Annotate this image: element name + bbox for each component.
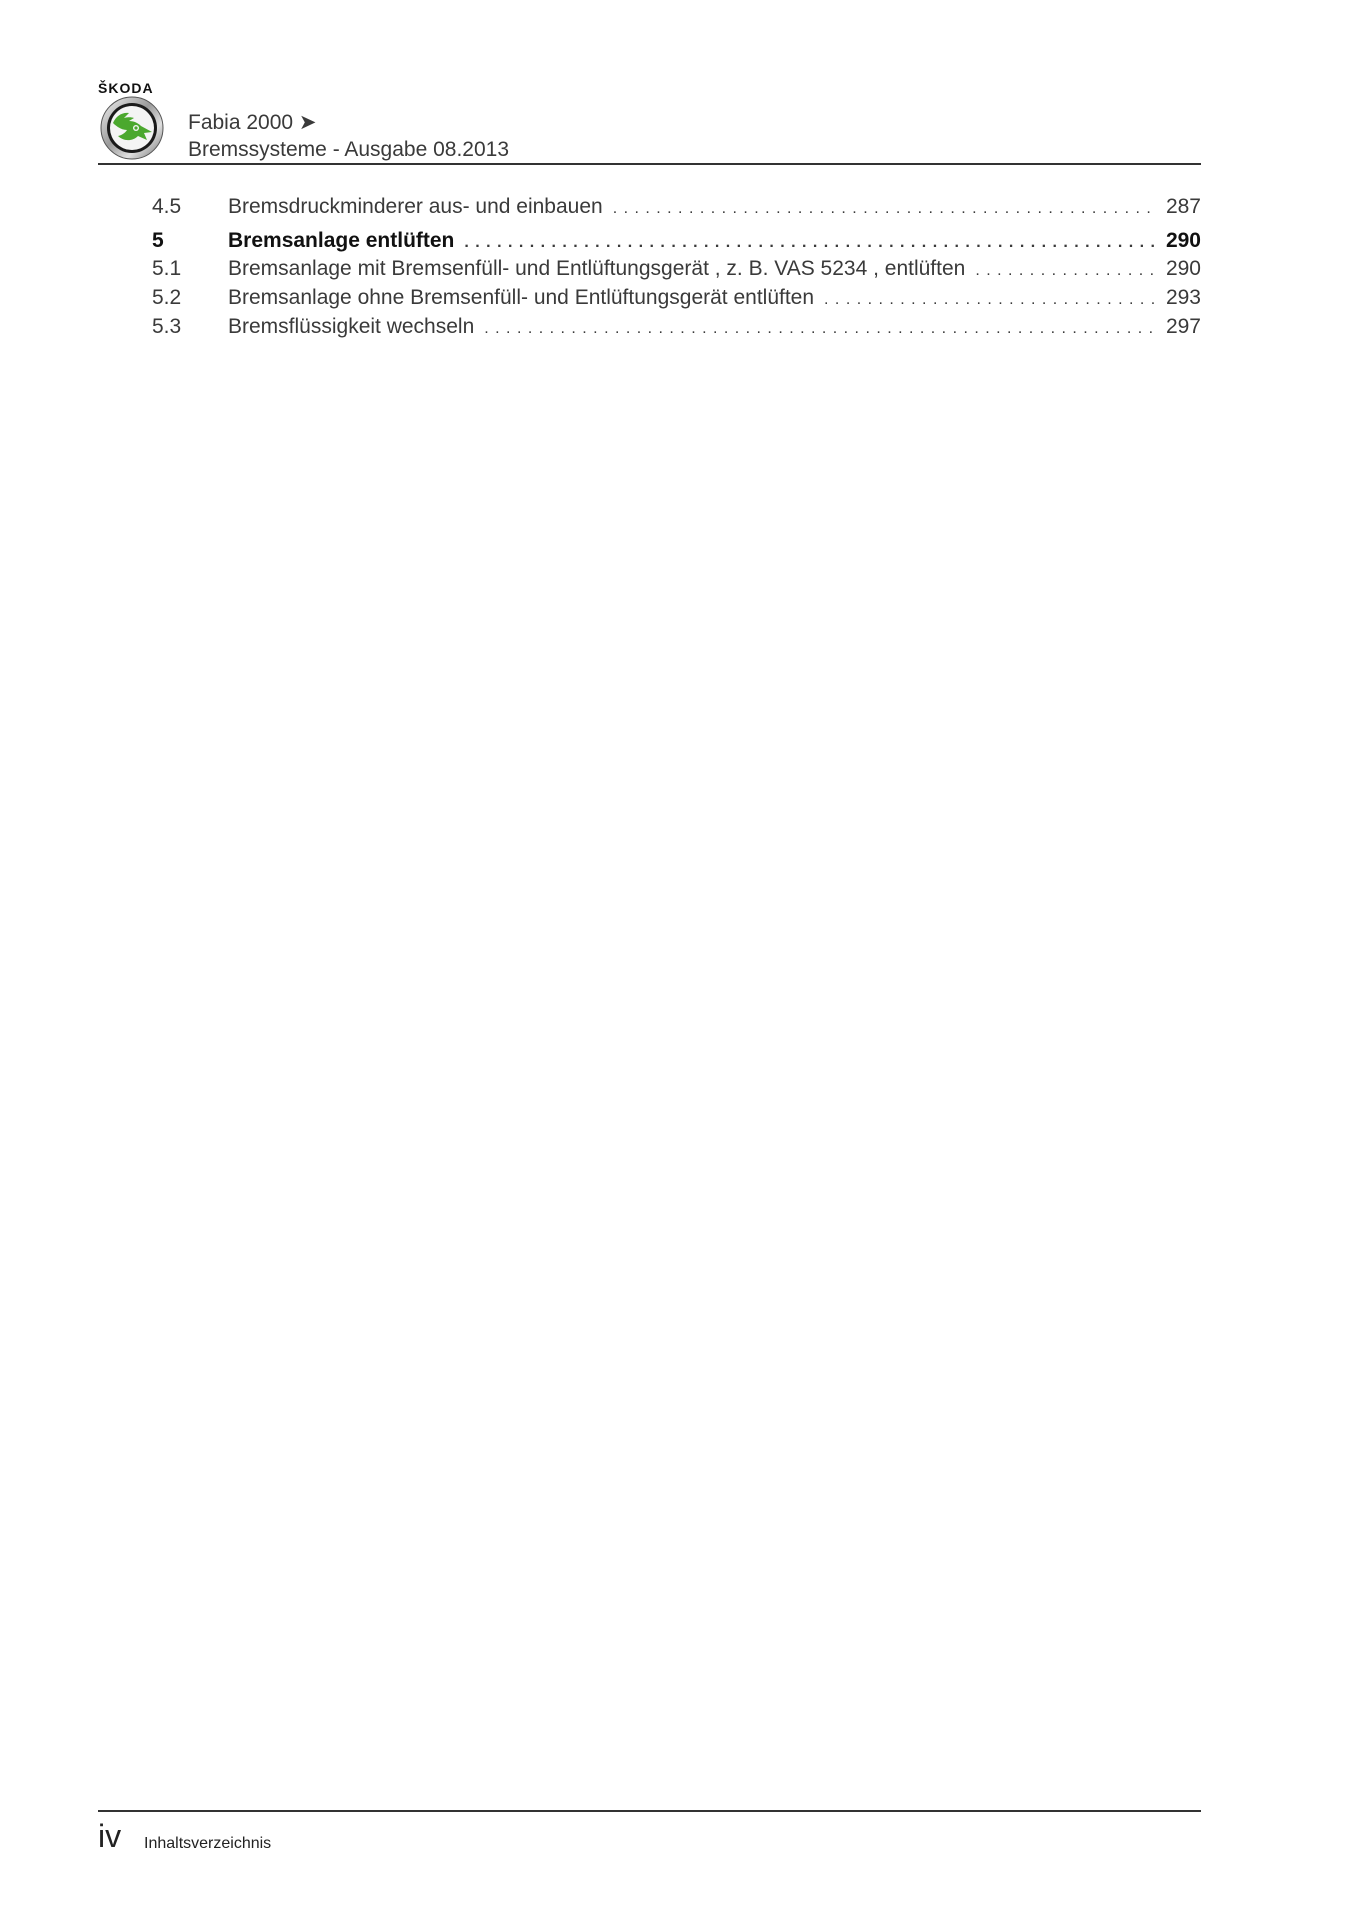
toc-entry-page: 297 <box>1165 315 1201 338</box>
header-divider <box>98 163 1201 165</box>
brand-wordmark: ŠKODA <box>98 80 154 96</box>
toc-entry <box>152 313 1201 341</box>
toc-entry-page: 287 <box>1165 195 1201 218</box>
toc-chapter-entry <box>152 227 1201 255</box>
section-name: Inhaltsverzeichnis <box>144 1835 272 1852</box>
toc-entry-number: 5.3 <box>152 315 182 338</box>
dot-leader <box>824 286 1156 314</box>
document-title: Fabia 2000 ➤ <box>188 111 317 134</box>
skoda-logo-icon <box>100 96 164 160</box>
toc-entry-number: 5 <box>152 229 164 252</box>
dot-leader <box>464 229 1156 257</box>
dot-leader <box>484 315 1156 343</box>
page-number: iv <box>98 1818 122 1854</box>
toc-entry-title: Bremsanlage mit Bremsenfüll- und Entlüftungsgerät , z. B. VAS 5234 , entlüften <box>228 257 966 280</box>
footer-divider <box>98 1810 1201 1812</box>
toc-entry-number: 5.1 <box>152 257 182 280</box>
toc-entry-page: 290 <box>1165 257 1201 280</box>
toc-entry-number: 5.2 <box>152 286 182 309</box>
toc-entry <box>152 284 1201 312</box>
dot-leader <box>975 257 1156 285</box>
toc-entry <box>152 255 1201 283</box>
toc-entry-title: Bremsflüssigkeit wechseln <box>228 315 475 338</box>
dot-leader <box>613 195 1156 223</box>
toc-entry-title: Bremsanlage ohne Bremsenfüll- und Entlüftungsgerät entlüften <box>228 286 815 309</box>
toc-entry <box>152 193 1201 221</box>
toc-entry-page: 290 <box>1165 229 1201 252</box>
toc-entry-title: Bremsdruckminderer aus- und einbauen <box>228 195 603 218</box>
toc-entry-page: 293 <box>1165 286 1201 309</box>
toc-entry-number: 4.5 <box>152 195 182 218</box>
toc-entry-title: Bremsanlage entlüften <box>228 229 455 252</box>
document-subtitle: Bremssysteme - Ausgabe 08.2013 <box>188 138 510 161</box>
